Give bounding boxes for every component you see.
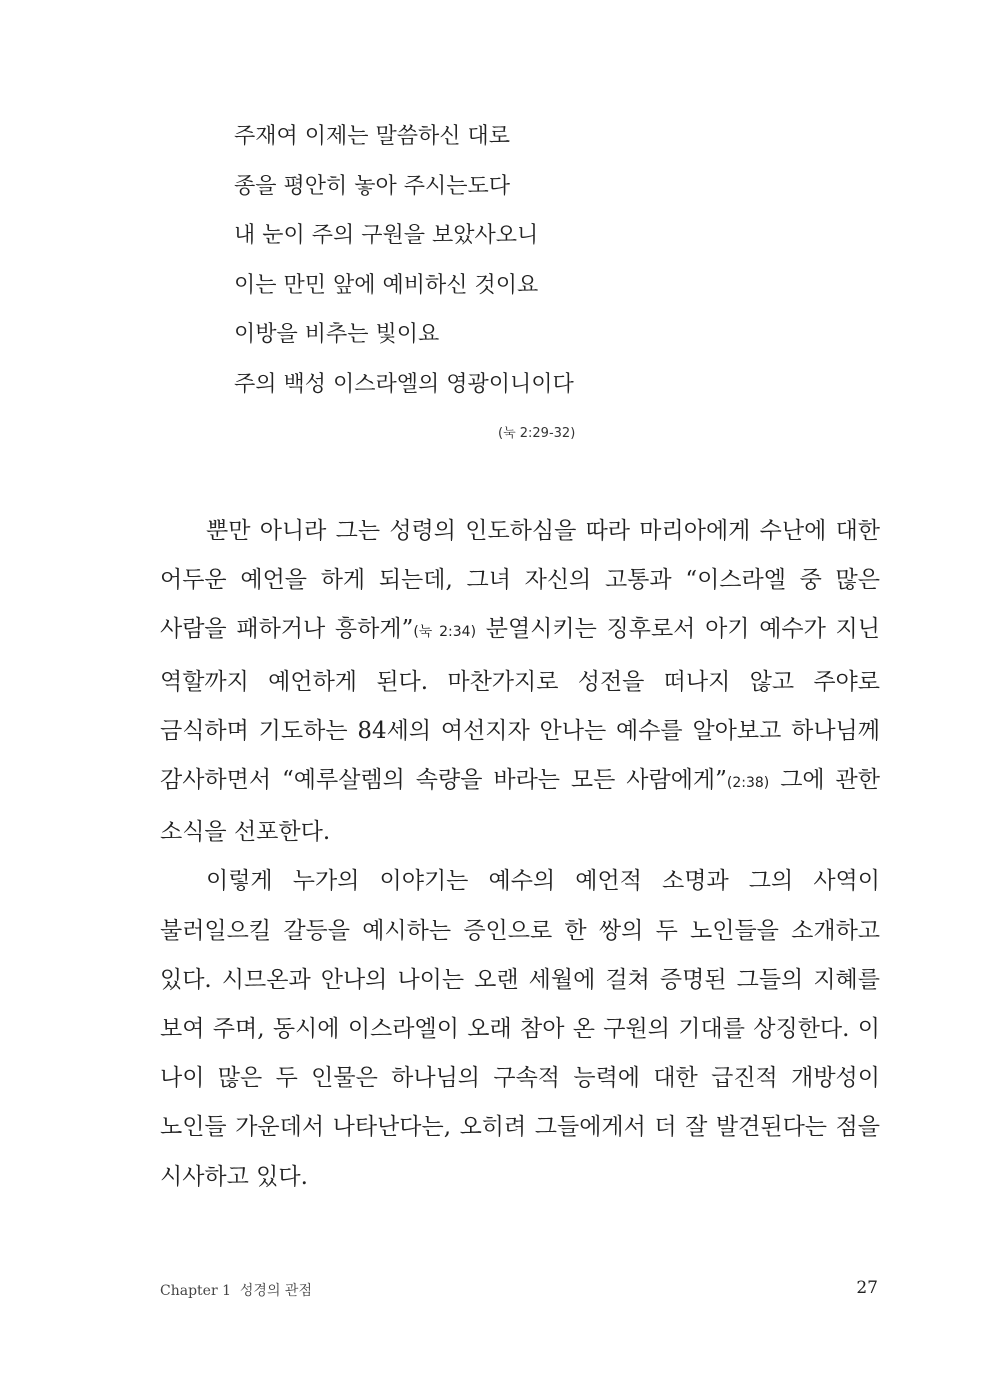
paragraph-1-part-3: 그에 관한 소식을 선포한다. (160, 767, 880, 846)
quote-line-1: 주재여 이제는 말씀하신 대로 (234, 124, 511, 149)
body-text (160, 507, 880, 1202)
paragraph-2: 이렇게 누가의 이야기는 예수의 예언적 소명과 그의 사역이 불러일으킬 갈등을 예시하는 증인으로 한 쌍의 두 노인들을 소개하고 있다. 시므온과 안나의 나이는 오랜 세월에 걸쳐 증명된 그들의 지혜를 보여 주며, 동시에 이스라엘이 오래 참아 온 구원의 기대를 상징한다. 이 나이 많은 두 인물은 하나님의 구속적 능력에 대한 급진적 개방성이 노인들 가운데서 나타난다는, 오히려 그들에게서 더 잘 발견된다는 점을 시사하고 있다. (160, 868, 880, 1190)
running-footer (160, 1280, 312, 1300)
quote-line-2: 종을 평안히 놓아 주시는도다 (234, 173, 511, 199)
quote-line-4: 이는 만민 앞에 예비하신 것이요 (234, 272, 539, 298)
chapter-title: 성경의 관점 (239, 1283, 312, 1299)
scripture-quote (234, 112, 834, 409)
paragraph-1-part-1: 뿐만 아니라 그는 성령의 인도하심을 따라 마리아에게 수난에 대한 어두운 예언을 하게 되는데, 그녀 자신의 고통과 “이스라엘 중 많은 사람을 패하거나 흥하게” (160, 518, 880, 643)
citation-2-38: (2:38) (726, 775, 770, 792)
quote-line-3: 내 눈이 주의 구원을 보았사오니 (234, 223, 539, 248)
quote-reference: (눅 2:29-32) (498, 426, 576, 441)
paragraph-1-part-2: 분열시키는 징후로서 아기 예수가 지닌 역할까지 예언하게 된다. 마찬가지로 성전을 떠나지 않고 주야로 금식하며 기도하는 84세의 여선지자 안나는 예수를 알아보고 하나님께 감사하면서 “예루살렘의 속량을 바라는 모든 사람에게” (160, 616, 880, 794)
quote-line-6: 주의 백성 이스라엘의 영광이니이다 (234, 371, 574, 397)
page-number: 27 (856, 1278, 878, 1298)
citation-luke-2-34: (눅 2:34) (413, 624, 477, 641)
chapter-label: Chapter 1 (160, 1283, 231, 1299)
quote-line-5: 이방을 비추는 빛이요 (234, 322, 440, 347)
paragraph-1 (160, 507, 880, 857)
